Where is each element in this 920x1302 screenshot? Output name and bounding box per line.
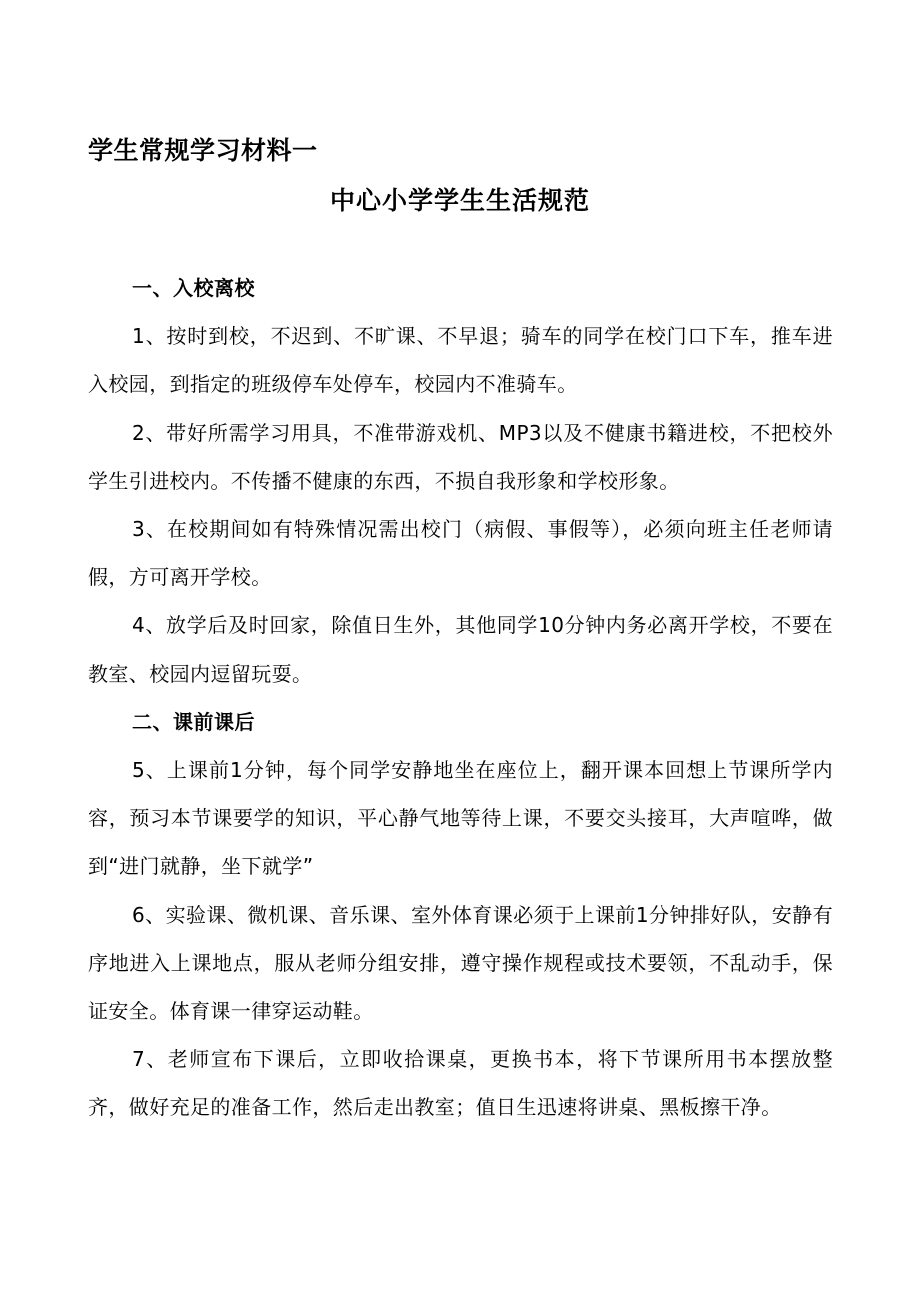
rule-item-6: 6、实验课、微机课、音乐课、室外体育课必须于上课前1分钟排好队，安静有序地进入上课地点，服从老师分组安排，遵守操作规程或技术要领，不乱动手，保证安全。体育课一律穿运动鞋。 [88, 902, 833, 1024]
series-title: 学生常规学习材料一 [88, 136, 318, 165]
document-body [88, 264, 833, 1132]
rule-item-2: 2、带好所需学习用具，不准带游戏机、MP3以及不健康书籍进校，不把校外学生引进校内。不传播不健康的东西，不损自我形象和学校形象。 [88, 420, 833, 493]
rule-item-5: 5、上课前1分钟，每个同学安静地坐在座位上，翻开课本回想上节课所学内容，预习本节课要学的知识，平心静气地等待上课，不要交头接耳，大声喧哗，做到“进门就静，坐下就学” [88, 758, 833, 879]
rule-item-4: 4、放学后及时回家，除值日生外，其他同学10分钟内务必离开学校，不要在教室、校园内逗留玩耍。 [88, 613, 833, 686]
section-heading-entry-exit: 一、入校离校 [132, 276, 255, 300]
rule-item-1: 1、按时到校，不迟到、不旷课、不早退；骑车的同学在校门口下车，推车进入校园，到指定的班级停车处停车，校园内不准骑车。 [88, 324, 833, 397]
rule-item-3: 3、在校期间如有特殊情况需出校门（病假、事假等），必须向班主任老师请假，方可离开学校。 [88, 517, 833, 590]
page-title: 中心小学学生生活规范 [329, 186, 590, 215]
rule-item-7: 7、老师宣布下课后，立即收拾课桌，更换书本，将下节课所用书本摆放整齐，做好充足的准备工作，然后走出教室；值日生迅速将讲桌、黑板擦干净。 [88, 1047, 833, 1120]
section-heading-before-after-class: 二、课前课后 [132, 709, 255, 734]
